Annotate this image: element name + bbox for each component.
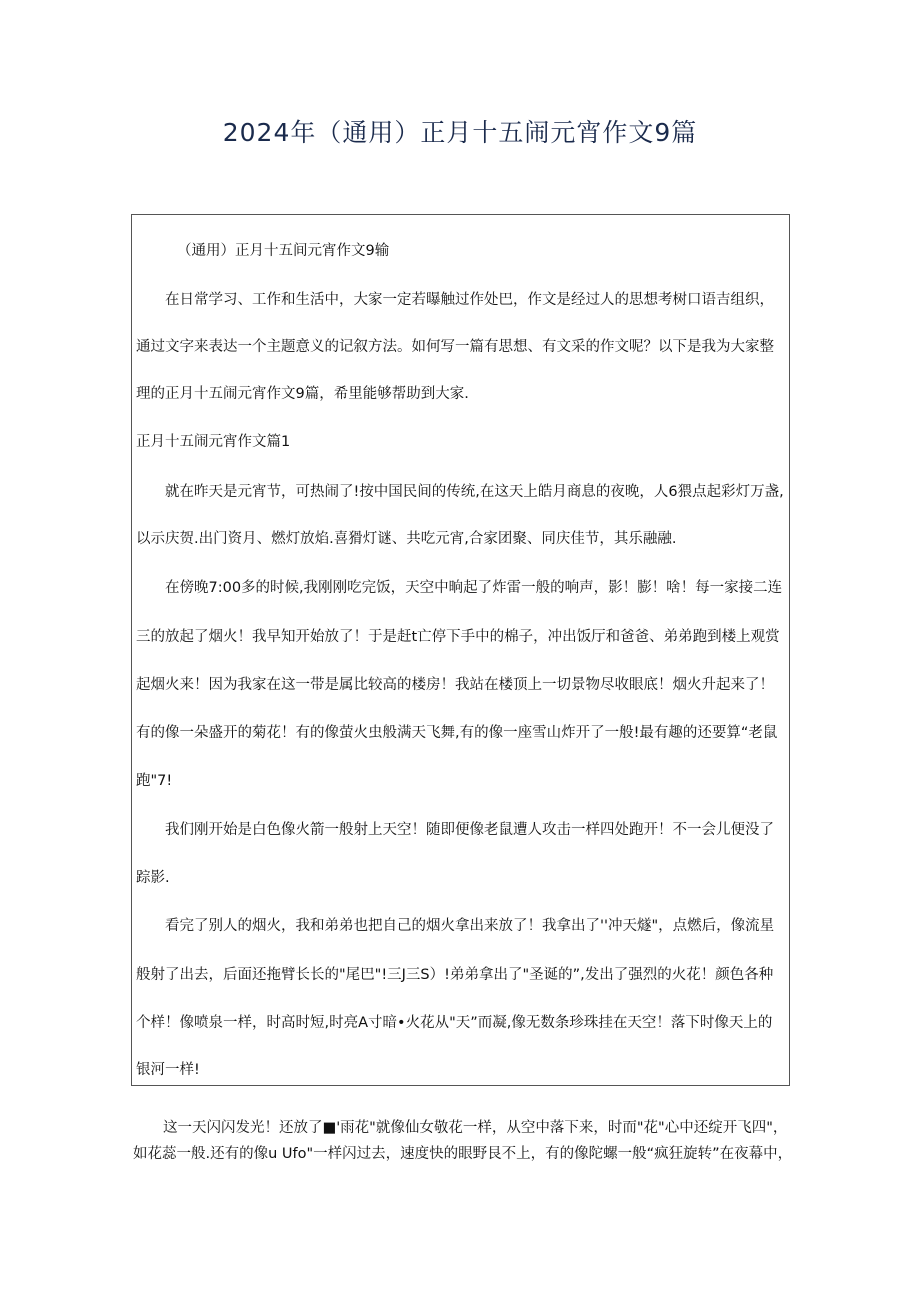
page-title: 2024年（通用）正月十五闹元宵作文9篇 [222, 118, 698, 147]
paragraph-line: 理的正月十五闹元宵作文9篇，希里能够帮助到大家. [136, 386, 469, 402]
paragraph-line: 这一天闪闪发光！还放了■'雨花"就像仙女敬花一样，从空中落下来，时而"花"心中还绽开飞四"， [163, 1120, 788, 1136]
paragraph-line: 跑"7! [136, 773, 173, 789]
paragraph-line: 踪影. [136, 870, 170, 886]
paragraph-line: 起烟火来！因为我家在这一带是属比较高的楼房！我站在楼顶上一切景物尽收眼底！烟火升起来了！ [136, 677, 774, 693]
paragraph-line: 个样！像喷泉一样，时高时短,时亮A寸暗•火花从"天”而凝,像无数条珍珠挂在天空！落下时像天上的 [136, 1015, 773, 1031]
paragraph-line: 看完了别人的烟火，我和弟弟也把自己的烟火拿出来放了！我拿出了''冲天燧"，点燃后，像流星 [165, 918, 775, 934]
paragraph-line: 在日常学习、工作和生活中，大家一定若曝触过作处巴，作文是经过人的思想考树口语吉组织， [165, 292, 774, 308]
paragraph-line: 银河一样! [136, 1062, 200, 1078]
paragraph-line: 我们刚开始是白色像火箭一般射上天空！随即便像老鼠遭人攻击一样四处跑开！不一会儿便没了 [165, 822, 774, 838]
paragraph-line: 以示庆贺.出门资月、燃灯放焰.喜猾灯谜、共吃元宵,合家团聚、同庆佳节，其乐融融. [136, 531, 677, 547]
paragraph-line: 有的像一朵盛开的菊花！有的像萤火虫般满天飞舞,有的像一座雪山炸开了一般!最有趣的还要算“老鼠 [136, 725, 778, 741]
paragraph-line: 就在昨天是元宵节，可热闹了!按中国民间的传统,在这天上皓月商息的夜晚，人6猥点起彩灯万盏, [165, 484, 784, 500]
paragraph-line: 通过文字来表达一个主题意义的记叙方法。如何写一篇有思想、有文采的作文呢？以下是我为大家整 [136, 339, 774, 355]
content-box [131, 214, 790, 1086]
subtitle-line: （通用）正月十五间元宵作文9输 [177, 243, 390, 259]
paragraph-line: 在傍晚7:00多的时候,我刚刚吃完饭，天空中晌起了炸雷一般的响声，影！膨！啥！每一家接二连 [165, 580, 783, 596]
paragraph-line: 三的放起了烟火！我早知开始放了！于是赶t亡停下手中的棉子，冲出饭厅和爸爸、弟弟跑到楼上观赏 [136, 629, 780, 645]
paragraph-line: 般射了出去，后面还拖臂长长的"尾巴"!三J三S）!弟弟拿出了"圣诞的”,发出了强烈的火花！颜色各种 [136, 967, 774, 983]
paragraph-line: 如花蕊一般.还有的像u Ufo"一样闪过去，速度快的眼野艮不上，有的像陀螺一般“疯狂旋转”在夜幕中， [133, 1146, 793, 1162]
section-heading: 正月十五闹元宵作文篇1 [136, 434, 291, 450]
